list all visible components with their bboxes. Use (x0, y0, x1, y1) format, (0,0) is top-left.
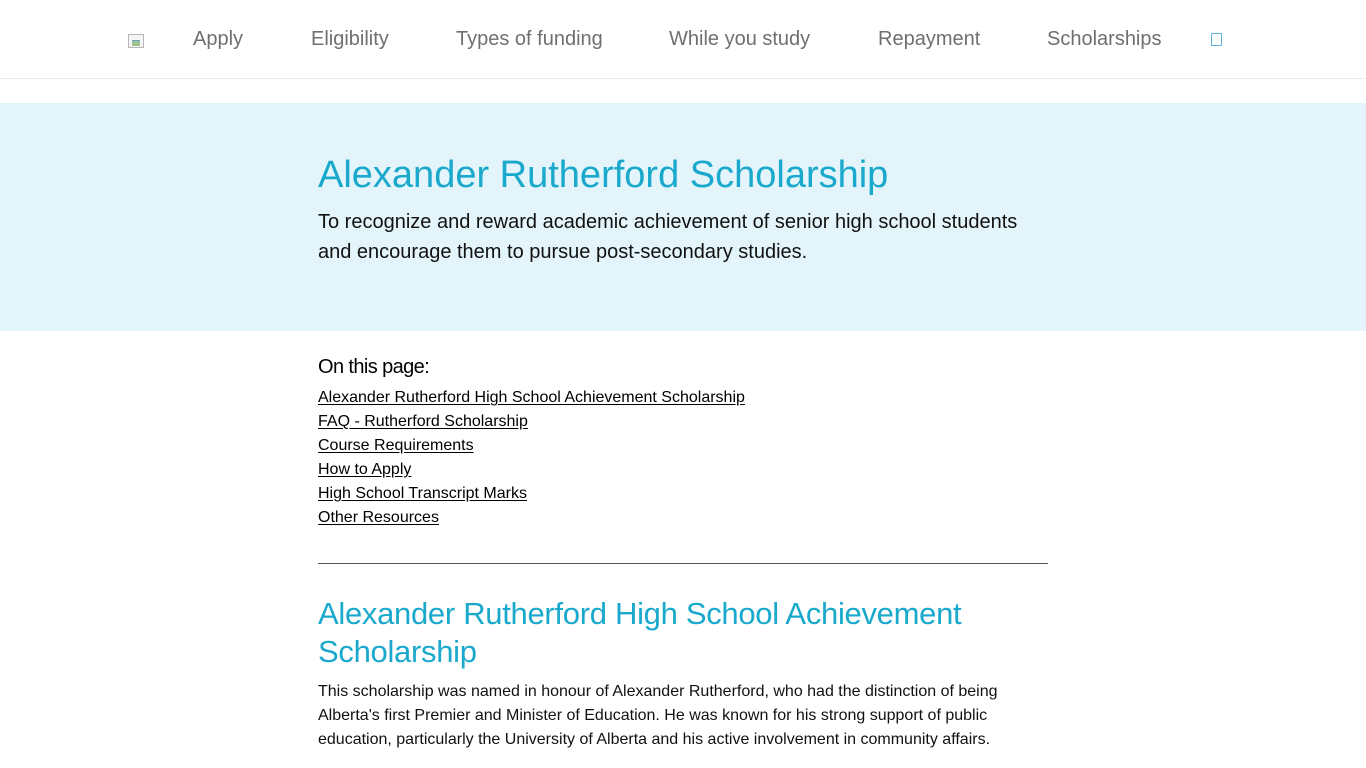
toc-link-faq[interactable]: FAQ - Rutherford Scholarship (318, 413, 528, 430)
page-title: Alexander Rutherford Scholarship (318, 154, 889, 196)
section-divider (318, 563, 1048, 564)
list-item (318, 410, 745, 434)
list-item (318, 482, 745, 506)
toc-link-transcript-marks[interactable]: High School Transcript Marks (318, 485, 527, 502)
search-icon[interactable] (1211, 33, 1222, 46)
nav-item-eligibility[interactable]: Eligibility (311, 28, 389, 50)
toc-list (318, 386, 745, 530)
nav-item-scholarships[interactable]: Scholarships (1047, 28, 1162, 50)
nav-item-apply[interactable]: Apply (193, 28, 244, 50)
toc-link-how-to-apply[interactable]: How to Apply (318, 461, 412, 478)
page-subtitle: To recognize and reward academic achievement of senior high school students and encourage them to pursue post-secondary studies. (318, 211, 1018, 263)
toc-link-achievement-scholarship[interactable]: Alexander Rutherford High School Achievement Scholarship (318, 389, 745, 406)
list-item (318, 506, 745, 530)
nav-item-types-of-funding[interactable]: Types of funding (456, 28, 603, 50)
list-item (318, 458, 745, 482)
list-item (318, 434, 745, 458)
top-navigation (0, 0, 1366, 79)
broken-image-icon[interactable] (128, 34, 144, 48)
toc-link-course-requirements[interactable]: Course Requirements (318, 437, 474, 454)
section-heading: Alexander Rutherford High School Achievement Scholarship (318, 596, 962, 669)
section-paragraph: This scholarship was named in honour of Alexander Rutherford, who had the distinction of being Alberta's first Premier and Minister of Education. He was known for his strong support of public education, particularly the University of Alberta and his active involvement in community affairs. (318, 683, 998, 748)
toc-heading: On this page: (318, 356, 430, 378)
nav-item-while-you-study[interactable]: While you study (669, 28, 811, 50)
nav-item-repayment[interactable]: Repayment (878, 28, 981, 50)
list-item (318, 386, 745, 410)
toc-link-other-resources[interactable]: Other Resources (318, 509, 439, 526)
